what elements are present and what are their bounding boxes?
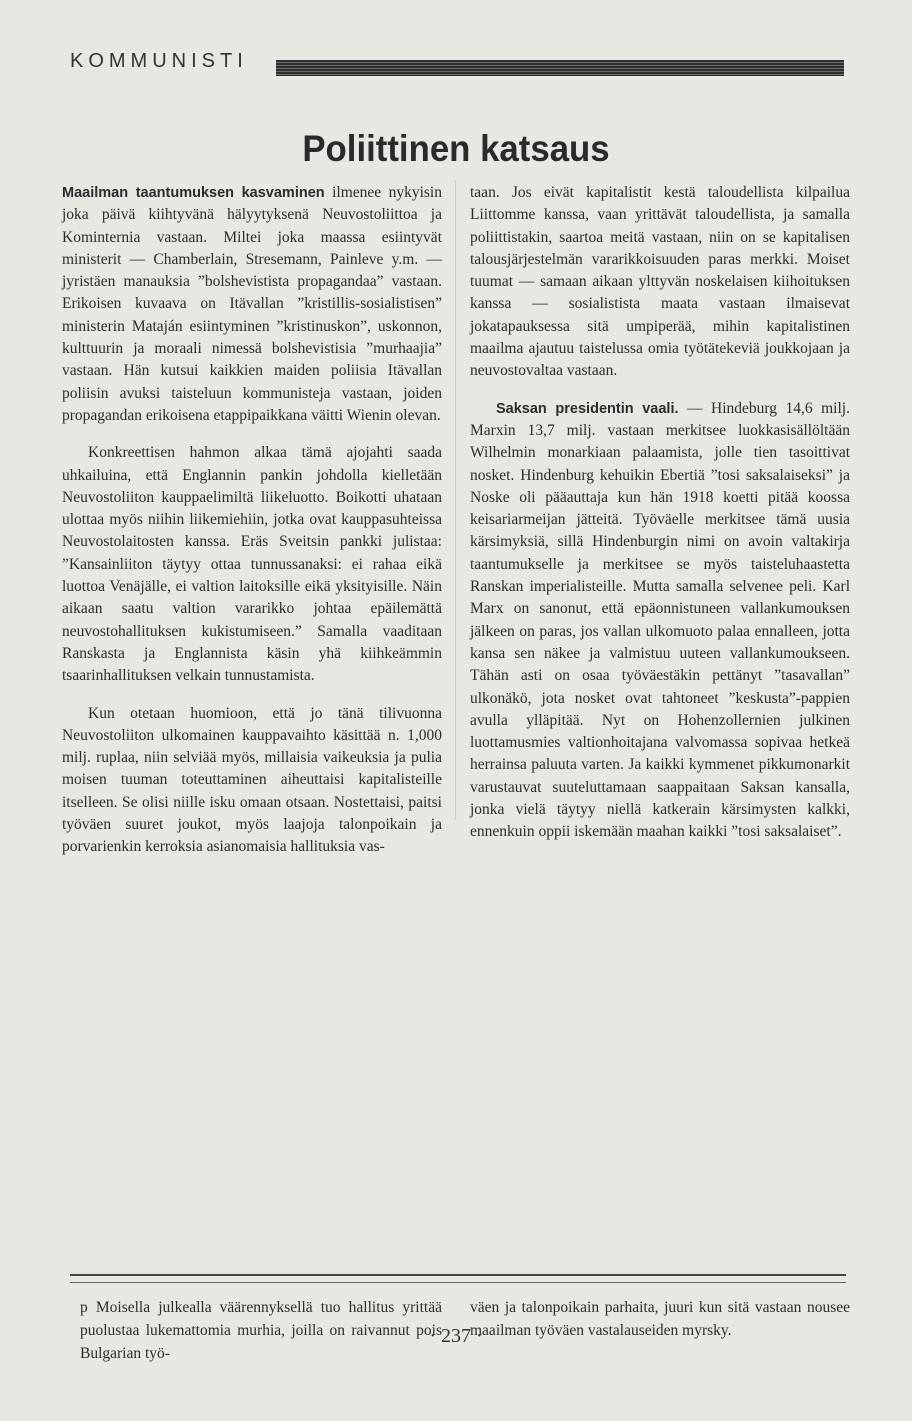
footnote-rule [70, 1274, 846, 1283]
right-column [470, 182, 850, 859]
paragraph-text: ilmenee nykyisin joka päivä kiihtyvänä hälyytyksenä Neuvostoliittoa ja Kominternia vastaan. Miltei joka maassa esiintyvät ministerit — Chamberlain, Stresemann, Painleve y.m. — jyristäen manauksia ”bolshevistista propagandaa” vastaan. Erikoisen kuvaava on Itävallan ”kristillis-sosialistisen” ministerin Mataján esiintyminen ”kristinuskon”, uskonnon, kulttuurin ja moraali nimessä bolshevistisia ”murhaajia” vastaan. Hän kutsui kaikkien maiden poliisia Itävallan poliisin avuksi taisteluun kommunisteja vastaan, joiden propagandan erikoisena etappipaikkana väitti Wienin olevan. [62, 184, 442, 424]
running-header [70, 50, 850, 90]
article-title: Poliittinen katsaus [302, 128, 610, 169]
header-rule [276, 60, 844, 76]
journal-name: KOMMUNISTI [70, 50, 248, 72]
left-column [62, 182, 442, 874]
paragraph-3: Kun otetaan huomioon, että jo tänä tilivuonna Neuvostoliiton ulkomainen kauppavaihto käsittää n. 1,000 milj. ruplaa, niin selviää myös, millaisia vaikeuksia ja pulia moisen tuuman toteuttaminen aiheuttaisi kapitalisteille itselleen. Se olisi niille isku omaan otsaan. Nostettaisi, paitsi työväen suuret joukot, myös laajoja talonpoikain ja porvarienkin kerroksia asianomaisia hallituksia vas- [62, 704, 442, 856]
paragraph-5 [470, 398, 850, 844]
paragraph-1 [62, 182, 442, 427]
page-number: · 237 · [429, 1325, 483, 1347]
paragraph-4: taan. Jos eivät kapitalistit kestä taloudellista kilpailua Liittomme kanssa, vaan yrittävät taloudellista, ja samalla poliittistakin, saartoa meitä vastaan, niin on se kapitalisen talousjärjestelmän vararikkoisuuden paras merkki. Moiset tuumat — samaan aikaan ylttyvän noskelaisen kiihoituksen kanssa — sosialistista maata vastaan ilmaisevat jokatapauksessa sitä umpiperää, mihin kapitalistinen maailma ajautuu taistelussa omia työtätekeviä joukkojaan ja neuvostovaltaa vastaan. [470, 184, 850, 380]
paragraph-2: Konkreettisen hahmon alkaa tämä ajojahti saada uhkailuina, että Englannin pankin johdolla kielletään Neuvostoliiton kauppaelimiltä liikeluotto. Boikotti uhataan ulottaa myös niihin liikemiehiin, jotka ovat kauppasuhteissa Neuvostolaitosten kanssa. Eräs Sveitsin pankki julistaa: ”Kansainliiton täytyy ottaa tunnussanaksi: ei rahaa eikä luottoa Venäjälle, ei valtion laitoksille eikä yksityisille. Näin aikaan saatu valtion vararikko johtaa epäilemättä neuvostohallituksen kukistumiseen.” Samalla vaaditaan Ranskasta ja Englannista käsin yhä kiihkeämmin tsaarinhallituksen velkain tunnustamista. [62, 444, 442, 685]
footnote-text: väen ja talonpoikain parhaita, juuri kun sitä vastaan nousee maailman työväen vastalauseiden myrsky. [470, 1299, 850, 1339]
column-divider [455, 180, 456, 820]
paragraph-text: — Hindeburg 14,6 milj. Marxin 13,7 milj. vastaan merkitsee luokkasisällöltään Wilhelmin monarkiaan palaamista, jolle tien tasoittivat nosket. Hindenburg kehuikin Ebertiä ”tosi saksalaiseksi” ja Noske oli pääauttaja kun hän 1918 koetti pitää koossa keisariarmeijan jätteitä. Työväelle merkitsee tämä uusia kärsimyksiä, sillä Hindenburgin nimi on avoin valtakirja taantumukselle ja merkitsee se myös taisteluhaastetta Ranskan imperialisteille. Mutta samalla selvenee peli. Karl Marx on sanonut, että epäonnistuneen vallankumouksen jälkeen on paras, jos vallan ulkomuoto palaa ennalleen, jotta kansa sen näkee ja valmistuu uuteen vallankumoukseen. Tähän asti on osaa työväestäkin pettänyt ”tasavallan” ulkonäkö, jota nosket ovat tahtoneet ”keskusta”-pappien avulla ylläpitää. Nyt on Hohenzollernien julkinen luottamusmies valtionhoitajana valvomassa sopivaa hetkeä herrainsa paluuta varten. Ja kaikki kymmenet pikkumonarkit varustauvat suuteluttamaan saappaitaan Saksan kansalla, jonka vielä täytyy niellä katkerain kärsimysten kalkki, ennenkuin oppii iskemään maahan kaikki ”tosi saksalaiset”. [470, 399, 850, 841]
run-in-heading: Saksan presidentin vaali. [496, 400, 679, 417]
run-in-heading: Maailman taantumuksen kasvaminen [62, 185, 325, 201]
footnote-text: p Moisella julkealla väärennyksellä tuo hallitus yrittää puolustaa lukemattomia murhia, joilla on raivannut pois Bulgarian työ- [80, 1299, 442, 1362]
